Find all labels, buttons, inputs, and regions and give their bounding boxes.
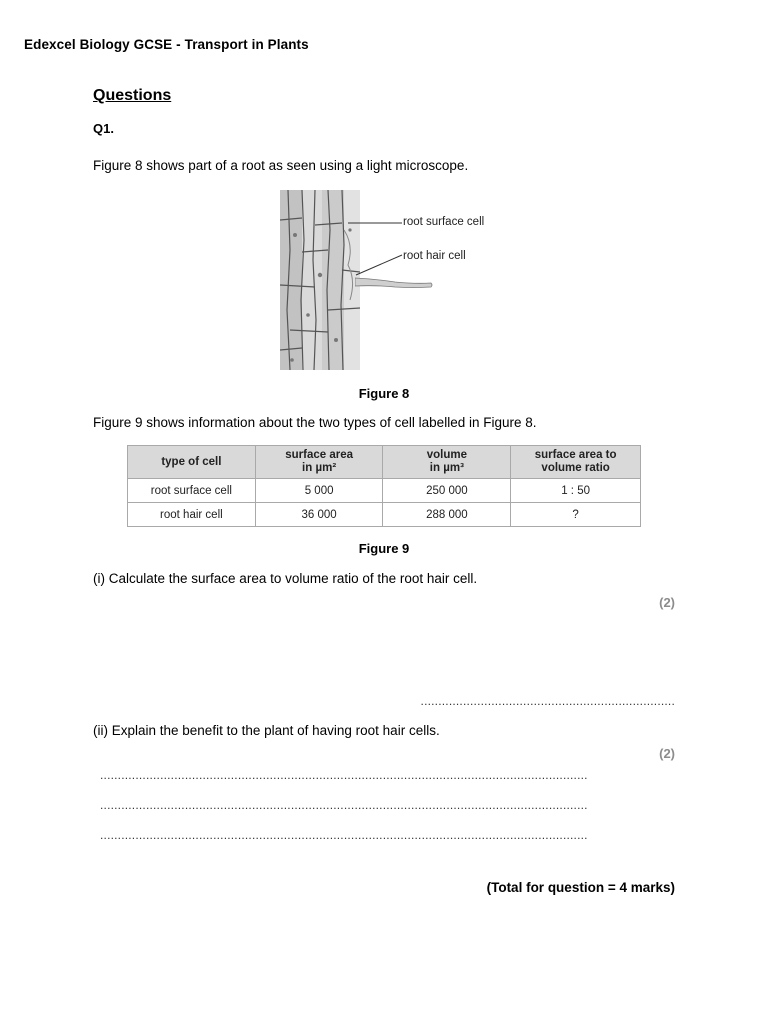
label-leader-lines [340, 215, 405, 285]
cell-volume: 250 000 [383, 479, 511, 503]
header-ratio: surface area to volume ratio [511, 446, 641, 479]
section-title: Questions [93, 87, 172, 104]
part-ii-answer-line-1[interactable]: .......................................................................................................................................... [100, 768, 588, 782]
document-header: Edexcel Biology GCSE - Transport in Plants [24, 37, 309, 52]
total-marks: (Total for question = 4 marks) [486, 880, 675, 895]
figure9-caption: Figure 9 [358, 541, 410, 556]
part-ii-answer-line-2[interactable]: .......................................................................................................................................... [100, 798, 588, 812]
header-type-of-cell: type of cell [128, 446, 256, 479]
label-root-surface-cell: root surface cell [403, 216, 485, 228]
part-ii-question: (ii) Explain the benefit to the plant of having root hair cells. [93, 723, 440, 738]
part-ii-answer-line-3[interactable]: .......................................................................................................................................... [100, 828, 588, 842]
question-number: Q1. [93, 121, 114, 136]
cell-type: root hair cell [128, 503, 256, 527]
part-i-question: (i) Calculate the surface area to volume ratio of the root hair cell. [93, 571, 478, 586]
cell-ratio: 1 : 50 [511, 479, 641, 503]
part-ii-marks: (2) [659, 746, 675, 761]
cell-ratio: ? [511, 503, 641, 527]
figure8-caption: Figure 8 [358, 386, 410, 401]
cell-type: root surface cell [128, 479, 256, 503]
cell-surface-area: 5 000 [255, 479, 383, 503]
part-i-answer-line[interactable]: ........................................................................ [420, 694, 675, 708]
label-root-hair-cell: root hair cell [403, 250, 466, 262]
figure9-intro-text: Figure 9 shows information about the two types of cell labelled in Figure 8. [93, 415, 537, 430]
table-row [128, 503, 641, 527]
table-row [128, 479, 641, 503]
header-surface-area: surface area in µm² [255, 446, 383, 479]
cell-volume: 288 000 [383, 503, 511, 527]
figure8-intro-text: Figure 8 shows part of a root as seen using a light microscope. [93, 158, 469, 173]
cell-surface-area: 36 000 [255, 503, 383, 527]
part-i-marks: (2) [659, 595, 675, 610]
table-header-row [128, 446, 641, 479]
cell-data-table [127, 445, 641, 527]
header-volume: volume in µm³ [383, 446, 511, 479]
